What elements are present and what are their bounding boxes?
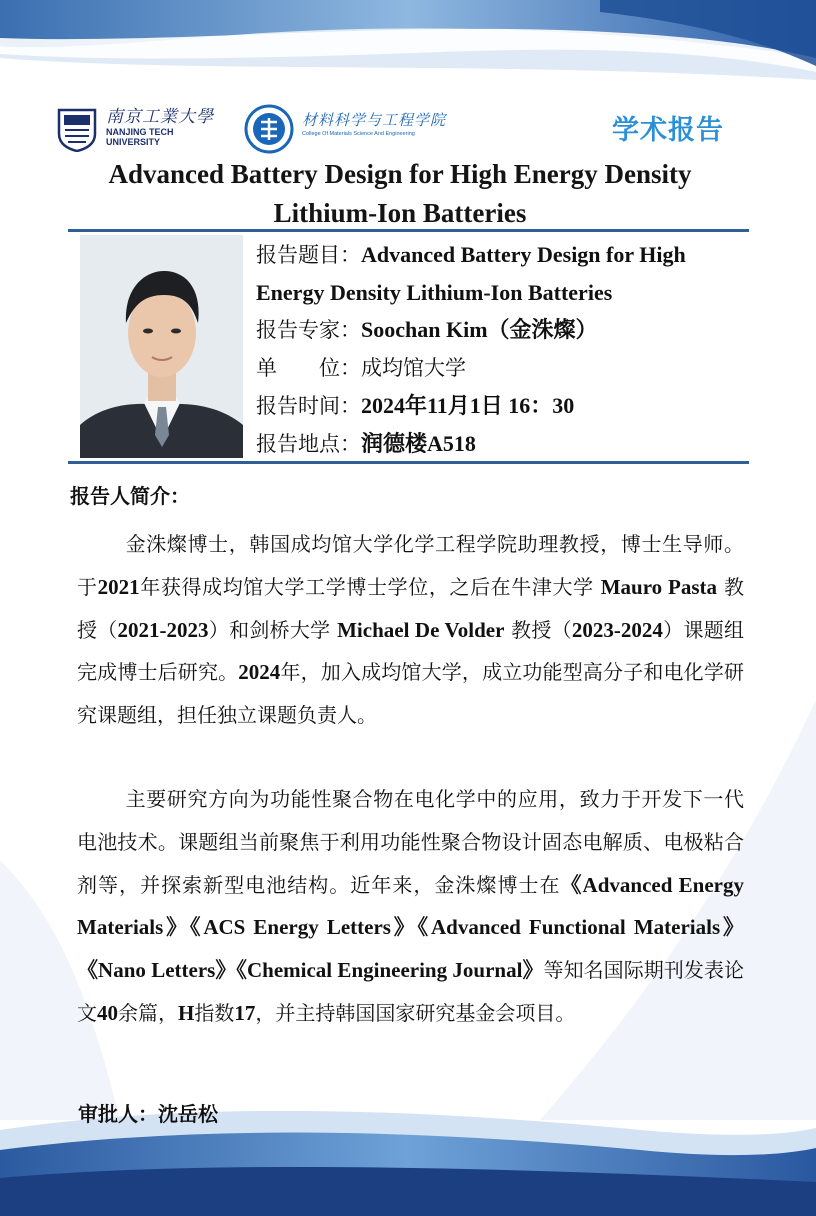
college-emblem-icon bbox=[244, 104, 294, 154]
unit-row bbox=[256, 349, 796, 387]
bio-p1-e: 教授（ bbox=[77, 574, 745, 642]
bio-p2-d: 40 bbox=[97, 1000, 118, 1025]
nanjing-tech-university-logo-icon bbox=[56, 106, 98, 152]
bio-paragraph-1 bbox=[77, 523, 744, 737]
university-name bbox=[106, 107, 216, 147]
bio-p1-f: 2021-2023 bbox=[117, 617, 209, 642]
bio-p1-k: ）课题组完成博士后研究。 bbox=[77, 617, 744, 685]
bio-p1-h: Michael De Volder bbox=[337, 617, 505, 642]
time-row bbox=[256, 387, 796, 425]
unit-value: 成均馆大学 bbox=[361, 356, 466, 380]
time-value: 2024年11月1日 16：30 bbox=[361, 393, 575, 418]
topic-value-line-2: Energy Density Lithium-Ion Batteries bbox=[256, 280, 613, 305]
bio-p1-b: 2021 bbox=[97, 574, 140, 599]
bio-p2-a: 主要研究方向为功能性聚合物在电化学中的应用，致力于开发下一代电池技术。课题组当前聚焦于利用功能性聚合物设计固态电解质、电极粘合剂等，并探索新型电池结构。近年来，金洙燦博士在 bbox=[77, 787, 744, 897]
topic-value-line-1: Advanced Battery Design for High bbox=[361, 242, 686, 267]
page-title-line-2: Lithium-Ion Batteries bbox=[273, 198, 527, 228]
bio-p1-m: 年，加入成均馆大学，成立功能型高分子和电化学研究课题组，担任独立课题负责人。 bbox=[77, 660, 745, 728]
bio-p1-g: ）和剑桥大学 bbox=[208, 617, 338, 642]
header-wave-decoration bbox=[0, 0, 816, 110]
location-label: 报告地点： bbox=[256, 432, 361, 456]
divider-top bbox=[68, 229, 749, 232]
bio-paragraph-2 bbox=[77, 778, 744, 1035]
bio-p1-l: 2024 bbox=[238, 660, 281, 685]
speaker-label: 报告专家： bbox=[256, 318, 361, 342]
speaker-value: Soochan Kim（金洙燦） bbox=[361, 317, 598, 342]
divider-bottom bbox=[68, 461, 749, 464]
location-value: 润德楼A518 bbox=[361, 431, 476, 456]
bio-p2-g: 指数 bbox=[194, 1000, 235, 1025]
location-row bbox=[256, 425, 796, 463]
bio-p1-c: 年获得成均馆大学工学博士学位，之后在牛津大学 bbox=[139, 574, 601, 599]
topic-row bbox=[256, 236, 796, 274]
time-label: 报告时间： bbox=[256, 394, 361, 418]
university-name-cn: 南京工業大學 bbox=[106, 107, 214, 126]
report-tag: 学术报告 bbox=[612, 115, 724, 146]
college-name-cn: 材料科学与工程学院 bbox=[302, 113, 447, 129]
university-name-en-1: NANJING TECH bbox=[106, 127, 174, 137]
page-title bbox=[40, 155, 760, 233]
bio-p1-j: 2023-2024 bbox=[571, 617, 663, 642]
bio-p2-i: ，并主持韩国国家研究基金会项目。 bbox=[255, 1000, 576, 1025]
college-name bbox=[302, 112, 482, 138]
footer-wave-decoration bbox=[0, 1050, 816, 1216]
topic-row-cont bbox=[256, 274, 796, 311]
approver: 审批人：沈岳松 bbox=[78, 1102, 218, 1126]
page-title-line-1: Advanced Battery Design for High Energy Density bbox=[108, 159, 692, 189]
bio-p2-e: 余篇， bbox=[118, 1000, 178, 1025]
speaker-photo bbox=[80, 235, 243, 458]
speaker-row bbox=[256, 311, 796, 349]
bio-p1-a: 金洙燦博士，韩国成均馆大学化学工程学院助理教授，博士生导师。于 bbox=[77, 532, 744, 599]
bio-p2-f: H bbox=[178, 1000, 195, 1025]
bio-p1-i: 教授（ bbox=[504, 617, 572, 642]
topic-label: 报告题目： bbox=[256, 243, 361, 267]
bio-p2-h: 17 bbox=[234, 1000, 256, 1025]
unit-label: 单 位： bbox=[256, 356, 361, 380]
bio-p1-d: Mauro Pasta bbox=[600, 574, 718, 599]
university-name-en-2: UNIVERSITY bbox=[106, 137, 161, 147]
college-name-en: College Of Materials Science And Engineering bbox=[302, 131, 415, 137]
bio-heading: 报告人简介： bbox=[70, 484, 190, 508]
bio-p2-c: 等知名国际期刊发表论文 bbox=[77, 958, 744, 1025]
talk-info bbox=[256, 236, 796, 463]
bio-p2-journals: 《Advanced Energy Materials》《ACS Energy Letters》《Advanced Functional Materials》《Nano Letters》《Chemical Engineering Journal》 bbox=[77, 872, 744, 983]
